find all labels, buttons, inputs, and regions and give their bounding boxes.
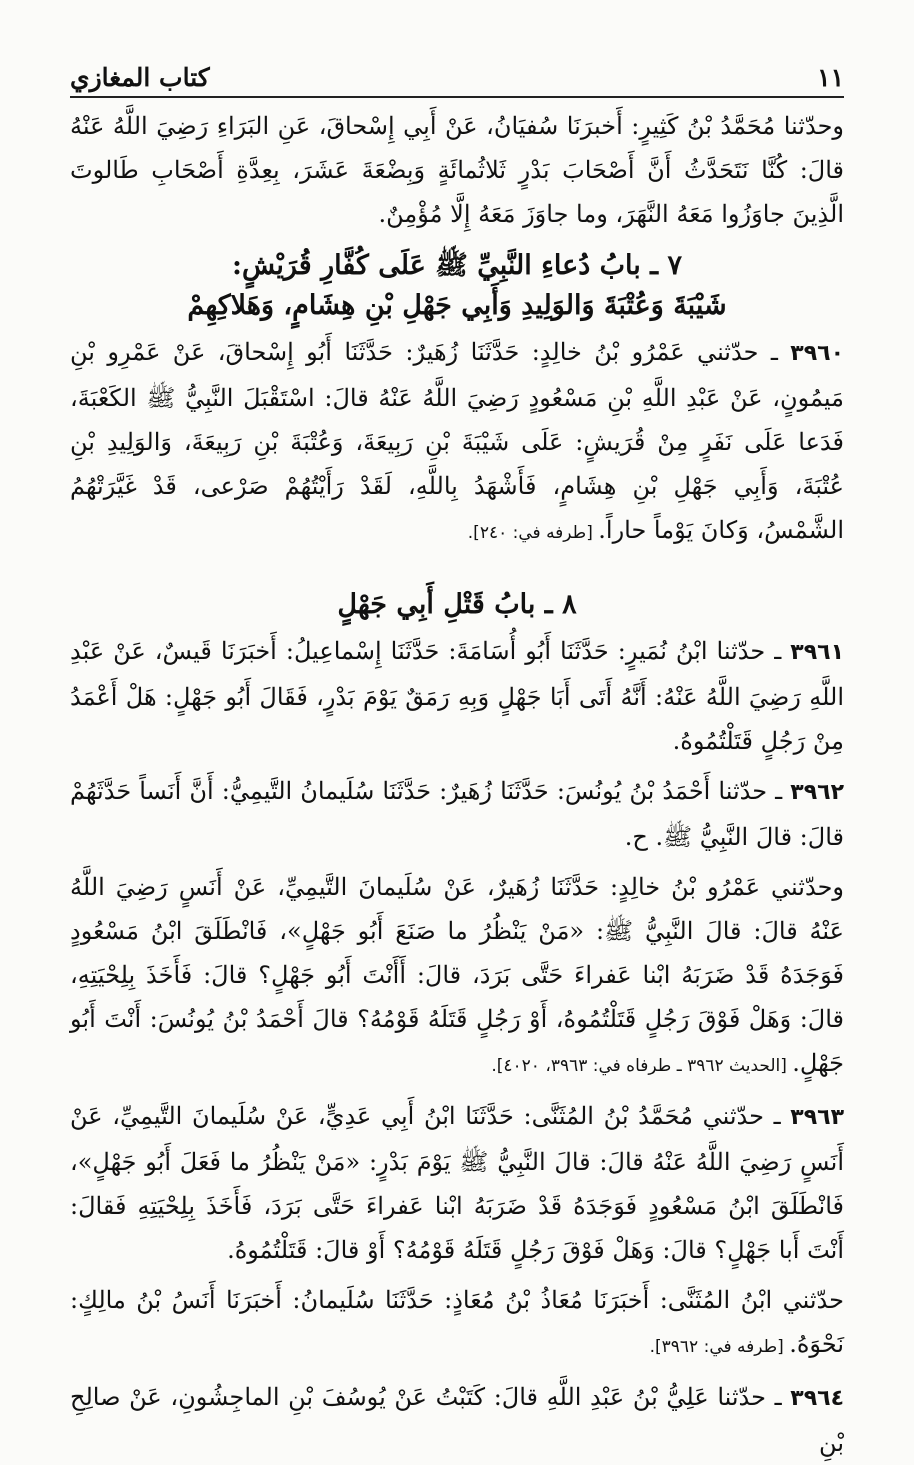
hadith-text: ـ حدّثنا عَلِيُّ بْنُ عَبْدِ اللَّهِ قالَ: كَتَبْتُ عَنْ يُوسُفَ بْنِ الماجِشُونِ، عَنْ صالِحِ بْنِ xyxy=(70,1383,844,1457)
chapter-8-title: ٨ ـ بابُ قَتْلِ أَبِي جَهْلٍ xyxy=(337,589,577,620)
page-header xyxy=(70,52,844,98)
paragraph-intro: وحدّثنا مُحَمَّدُ بْنُ كَثِيرٍ: أَخبرَنَا سُفيَانُ، عَنْ أَبِي إِسْحاقَ، عَنِ البَرَاءِ رَضِيَ اللَّهُ عَنْهُ قالَ: كُنَّا نَتَحَدَّثُ أَنَّ أَصْحَابَ بَدْرٍ ثَلاثُمائَةٍ وَبِضْعَةَ عَشَرَ، بِعِدَّةِ أَصْحَابِ طَالوتَ الَّذِينَ جاوَزُوا مَعَهُ النَّهَرَ، وما جاوَزَ مَعَهُ إِلَّا مُؤْمِنٌ. xyxy=(70,112,844,228)
hadith-3961 xyxy=(70,629,844,763)
hadith-text: ـ حدّثني مُحَمَّدُ بْنُ المُثَنَّى: حَدَّثَنَا ابْنُ أَبِي عَدِيٍّ، عَنْ سُلَيمانَ التَّيمِيِّ، عَنْ أَنَسٍ رَضِيَ اللَّهُ عَنْهُ قالَ: قالَ النَّبِيُّ ﷺ يَوْمَ بَدْرٍ: «مَنْ يَنْظُرُ ما فَعَلَ أَبُو جَهْلٍ»، فَانْطَلَقَ ابْنُ مَسْعُودٍ فَوَجَدَهُ قَدْ ضَرَبَهُ ابْنا عَفراءَ حَتَّى بَرَدَ، فَأَخَذَ بِلِحْيَتِهِ فَقالَ: أَنْتَ أَبا جَهْلٍ؟ قالَ: وَهَلْ فَوْقَ رَجُلٍ قَتَلَهُ قَوْمُهُ؟ أَوْ قالَ: قَتَلْتُمُوهُ. xyxy=(70,1102,844,1264)
hadith-3963 xyxy=(70,1094,844,1272)
hadith-text: ـ حدّثني عَمْرُو بْنُ خالِدٍ: حَدَّثَنَا زُهَيرٌ: حَدَّثَنَا أَبُو إِسْحاقَ، عَنْ عَمْرِو بْنِ مَيمُونٍ، عَنْ عَبْدِ اللَّهِ بْنِ مَسْعُودٍ رَضِيَ اللَّهُ عَنْهُ قالَ: اسْتَقْبَلَ النَّبِيُّ ﷺ الكَعْبَةَ، فَدَعا عَلَى نَفَرٍ مِنْ قُرَيشٍ: عَلَى شَيْبَةَ بْنِ رَبِيعَةَ، وَعُتْبَةَ بْنِ رَبِيعَةَ، وَالوَلِيدِ بْنِ عُتْبَةَ، وَأَبِي جَهْلِ بْنِ هِشَامٍ، فَأَشْهَدُ بِاللَّهِ، لَقَدْ رَأَيْتُهُمْ صَرْعى، قَدْ غَيَّرَتْهُمُ الشَّمْسُ، وَكانَ يَوْماً حاراً. xyxy=(70,338,844,544)
hadith-text: ـ حدّثنا ابْنُ نُمَيرٍ: حَدَّثَنَا أَبُو أُسَامَةَ: حَدَّثَنَا إِسْماعِيلُ: أَخبَرَنَا قَيسٌ، عَنْ عَبْدِ اللَّهِ رَضِيَ اللَّهُ عَنْهُ: أَنَّهُ أَتَى أَبَا جَهْلٍ وَبِهِ رَمَقٌ يَوْمَ بَدْرٍ، فَقَالَ أَبُو جَهْلٍ: هَلْ أَعْمَدُ مِنْ رَجُلٍ قَتَلْتُمُوهُ. xyxy=(70,637,844,755)
hadith-text: حدّثني ابْنُ المُثَنَّى: أَخبَرَنَا مُعَاذُ بْنُ مُعَاذٍ: حَدَّثَنَا سُلَيمانُ: أَخبَرَنَا أَنَسُ بْنُ مالِكٍ: نَحْوَهُ. xyxy=(70,1286,844,1358)
hadith-3962-continuation xyxy=(70,865,844,1088)
page-body xyxy=(70,104,844,1465)
cross-reference: [الحديث ٣٩٦٢ ـ طرفاه في: ٣٩٦٣، ٤٠٢٠]. xyxy=(491,1056,793,1076)
cross-reference: [طرفه في: ٣٩٦٢]. xyxy=(649,1337,790,1357)
hadith-number: ٣٩٦٢ xyxy=(790,780,844,805)
chapter-7-line-1: ٧ ـ بابُ دُعاءِ النَّبِيِّ ﷺ عَلَى كُفَّارِ قُرَيْشٍ: xyxy=(231,250,683,281)
chapter-7-title xyxy=(70,246,844,326)
hadith-3962 xyxy=(70,769,844,859)
hadith-number: ٣٩٦٣ xyxy=(790,1105,844,1130)
chapter-7-line-2: شَيْبَةَ وَعُتْبَةَ وَالوَلِيدِ وَأَبِي جَهْلِ بْنِ هِشَامٍ، وَهَلاكِهِمْ xyxy=(187,290,727,321)
hadith-number: ٣٩٦٠ xyxy=(790,341,844,366)
hadith-number: ٣٩٦١ xyxy=(790,640,844,665)
hadith-number: ٣٩٦٤ xyxy=(790,1386,844,1411)
cross-reference: [طرفه في: ٢٤٠]. xyxy=(467,523,599,543)
hadith-3960 xyxy=(70,330,844,555)
hadith-3963-continuation xyxy=(70,1278,844,1369)
page-number: ١١ xyxy=(817,63,844,92)
hadith-3964 xyxy=(70,1375,844,1465)
hadith-text: وحدّثني عَمْرُو بْنُ خالِدٍ: حَدَّثَنَا زُهَيرٌ، عَنْ سُلَيمانَ التَّيمِيِّ، عَنْ أَنَسٍ رَضِيَ اللَّهُ عَنْهُ قالَ: قالَ النَّبِيُّ ﷺ: «مَنْ يَنْظُرُ ما صَنَعَ أَبُو جَهْلٍ»، فَانْطَلَقَ ابْنُ مَسْعُودٍ فَوَجَدَهُ قَدْ ضَرَبَهُ ابْنا عَفراءَ حَتَّى بَرَدَ، قالَ: أَأَنْتَ أَبُو جَهْلٍ؟ قالَ: فَأَخَذَ بِلِحْيَتِهِ، قالَ: وَهَلْ فَوْقَ رَجُلٍ قَتَلْتُمُوهُ، أَوْ رَجُلٍ قَتَلَهُ قَوْمُهُ؟ قالَ أَحْمَدُ بْنُ يُونُسَ: أَنْتَ أَبُو جَهْلٍ. xyxy=(70,873,844,1077)
book-title: كتاب المغازي xyxy=(70,63,210,92)
hadith-text: ـ حدّثنا أَحْمَدُ بْنُ يُونُسَ: حَدَّثَنَا زُهَيرٌ: حَدَّثَنَا سُلَيمانُ التَّيمِيُّ: أَنَّ أَنَساً حَدَّثَهُمْ قالَ: قالَ النَّبِيُّ ﷺ. ح. xyxy=(70,777,844,851)
